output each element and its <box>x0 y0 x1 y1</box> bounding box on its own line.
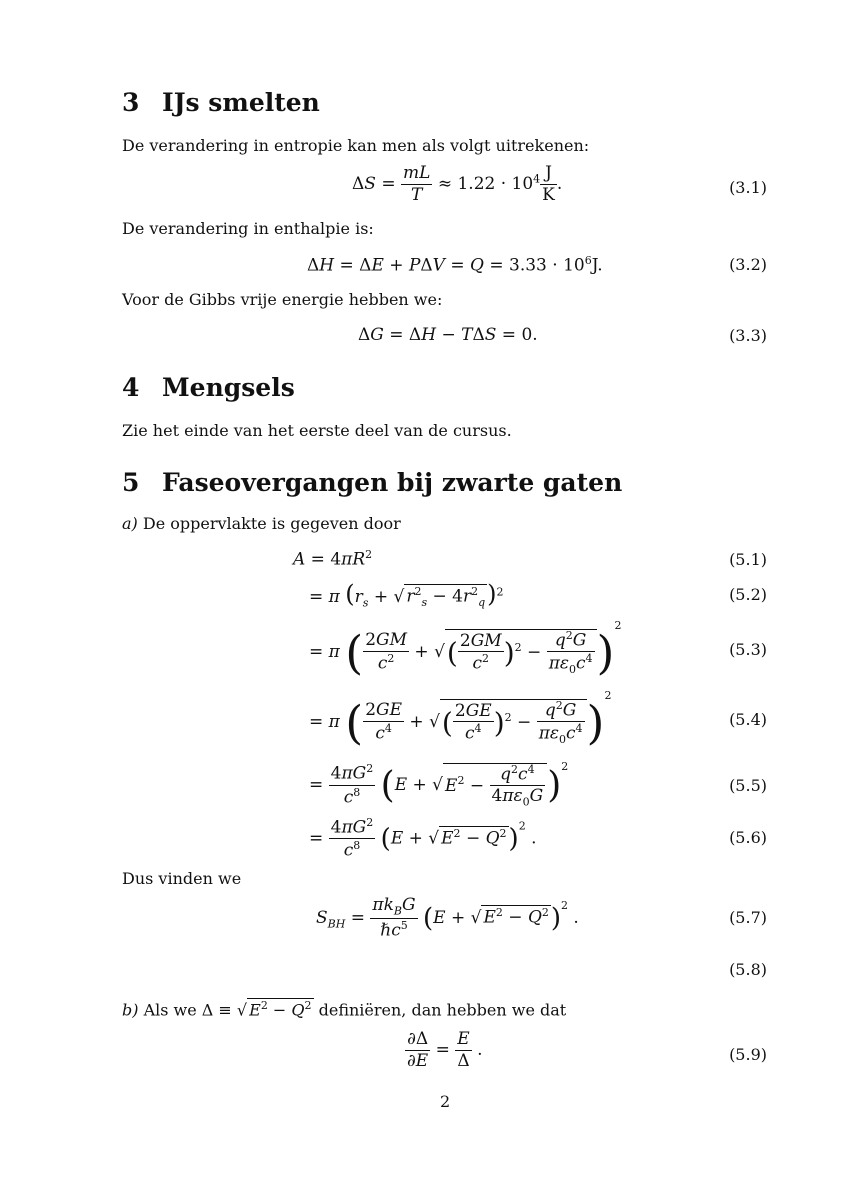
section-number: 5 <box>122 468 140 497</box>
equation-number: (5.8) <box>729 960 767 979</box>
equation-5-3: = π ( $\frac{2GM}{c^2}$ + √( $\frac{2GM}{c^2}$ )$^2$ − $\frac{q^2G}{\pi\varepsilon_0c^4}$ )$^2$ <box>309 619 622 680</box>
paragraph: b) Als we Δ ≡ √ $E^2 - Q^2$ definiëren, dan hebben we dat <box>122 999 567 1020</box>
paragraph-text: definiëren, dan hebben we dat <box>313 1000 567 1020</box>
paragraph: Voor de Gibbs vrije energie hebben we: <box>122 290 443 309</box>
equation-number: (5.9) <box>729 1045 767 1064</box>
equation-number: (5.5) <box>729 776 767 795</box>
paragraph-text: Als we Δ ≡ <box>138 1000 237 1020</box>
equation-number: (5.4) <box>729 710 767 729</box>
section-number: 4 <box>122 373 140 402</box>
paragraph: De verandering in entropie kan men als volgt uitrekenen: <box>122 136 590 155</box>
equation-5-9: $\frac{\partial\Delta}{\partial E}$ = $\frac{E}{\Delta}$ . <box>407 1029 483 1071</box>
section-heading-4 <box>122 373 295 402</box>
section-heading-5 <box>122 468 622 497</box>
equation-5-7: $S_{BH}$ = $\frac{\pi k_BG}{\hbar c^5}$ (E + √ $E^2 - Q^2)^2$ . <box>316 895 579 941</box>
section-number: 3 <box>122 88 140 117</box>
equation-5-5: = $\frac{4\pi G^2}{c^8}$ (E + √ $E^2$ − $\frac{q^2c^4}{4\pi\varepsilon_0G}$ )$^2$ <box>309 760 569 809</box>
equation-number: (3.2) <box>729 255 767 274</box>
item-label: b) <box>122 1000 139 1020</box>
equation-number: (5.7) <box>729 908 767 927</box>
equation-5-1: $A = 4\pi R^2$ <box>293 548 373 570</box>
section-title: Faseovergangen bij zwarte gaten <box>162 468 623 497</box>
equation-number: (3.1) <box>729 178 767 197</box>
paragraph-text: De oppervlakte is gegeven door <box>137 514 401 533</box>
equation-number: (3.3) <box>729 326 767 345</box>
item-label: a) <box>122 514 138 533</box>
section-title: Mengsels <box>162 373 295 402</box>
page-number: 2 <box>440 1092 451 1111</box>
equation-5-6: = $\frac{4\pi G^2}{c^8}$ (E + √ $E^2 - Q^2)^2$ . <box>309 816 537 861</box>
equation-3-3: ΔG = ΔH − TΔS = 0. <box>358 325 538 345</box>
equation-5-2: = π ($r_s$ + √ $r^2_s - 4r^2_q)^2$ <box>309 580 504 610</box>
equation-5-4: = π ( $\frac{2GE}{c^4}$ + √( $\frac{2GE}{c^4}$ )$^2$ − $\frac{q^2G}{\pi\varepsilon_0c^4}$ )$^2$ <box>309 689 612 750</box>
paragraph: Zie het einde van het eerste deel van de cursus. <box>122 421 512 440</box>
equation-number: (5.1) <box>729 550 767 569</box>
paragraph: De verandering in enthalpie is: <box>122 219 374 238</box>
equation-number: (5.3) <box>729 640 767 659</box>
paragraph: Dus vinden we <box>122 869 242 888</box>
equation-3-2: $\Delta H = \Delta E + P\Delta V = Q = 3.33 \cdot 10^6J$. <box>307 254 603 276</box>
equation-number: (5.6) <box>729 828 767 847</box>
section-title: IJs smelten <box>162 88 320 117</box>
equation-number: (5.2) <box>729 585 767 604</box>
paragraph <box>122 514 401 533</box>
equation-3-1: ΔS = $\frac{mL}{T}$ ≈ $1.22 \cdot 10^4$ $\frac{J}{K}$ . <box>352 163 563 205</box>
section-heading-3 <box>122 88 320 117</box>
